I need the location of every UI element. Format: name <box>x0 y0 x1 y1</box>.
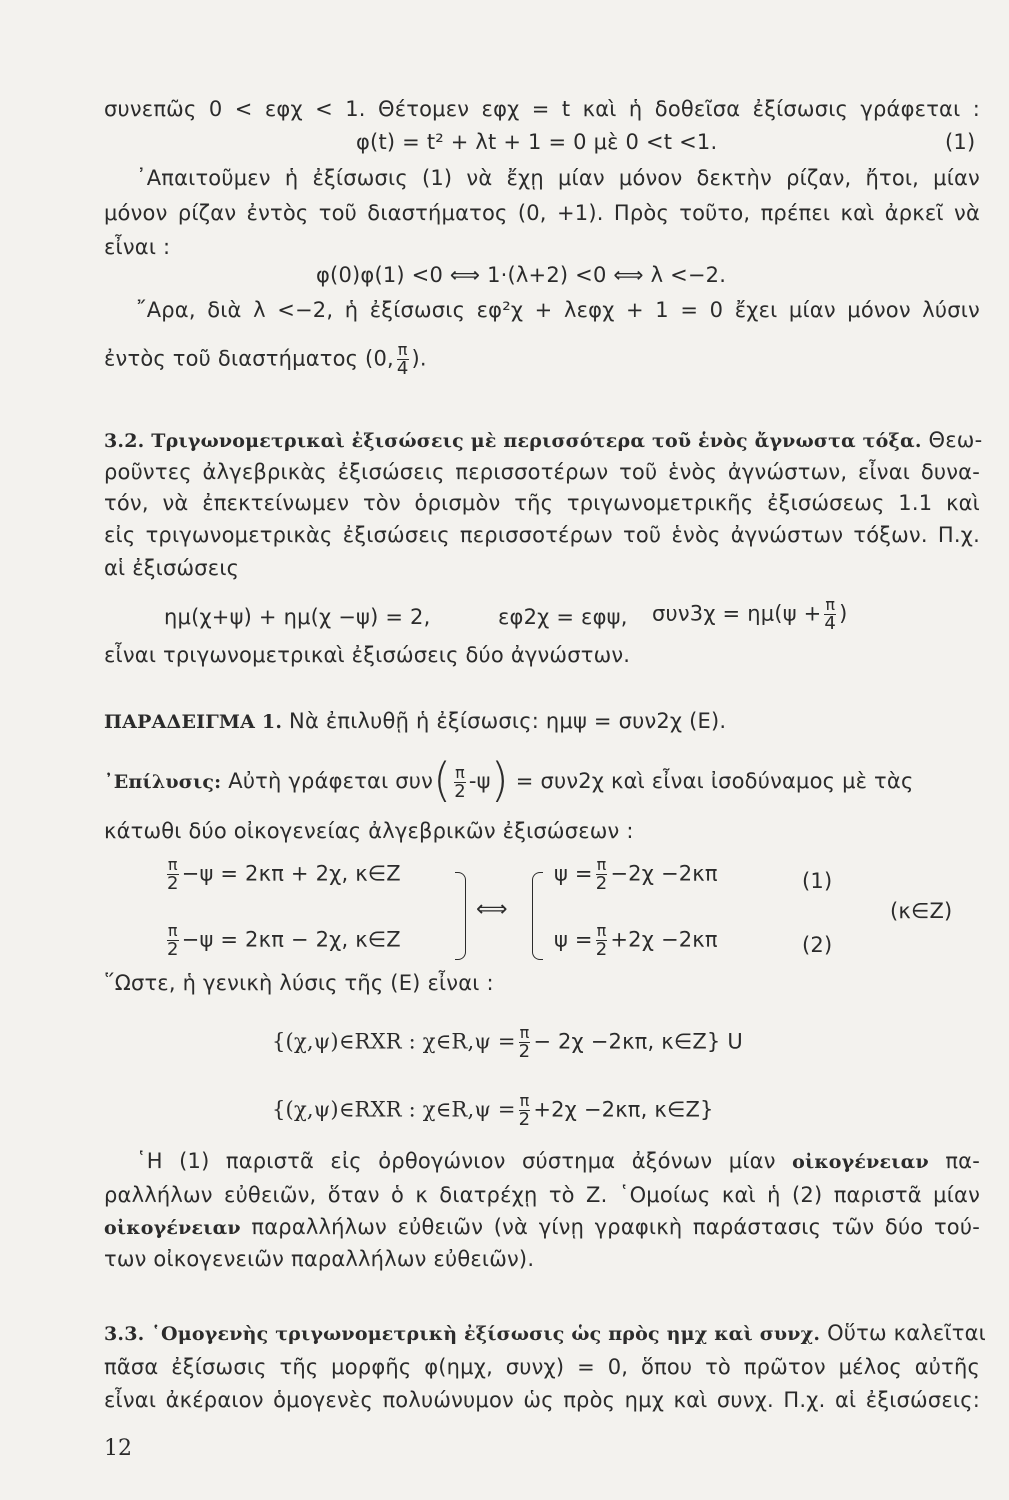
fraction-numerator: π <box>825 595 836 614</box>
fraction-numerator: π <box>519 1091 530 1110</box>
fraction-denominator: 2 <box>167 873 179 894</box>
fraction-numerator: π <box>596 921 607 940</box>
fraction-denominator: 2 <box>595 939 608 960</box>
fraction-numerator: π <box>519 1023 530 1042</box>
example-heading: ΠΑΡΑΔΕΙΓΜΑ 1. <box>104 711 283 733</box>
solution-psi: -ψ <box>468 769 491 793</box>
set-text: {(χ,ψ)∈RXR : χ∈R,ψ = <box>272 1097 516 1122</box>
solution-set-2 <box>272 1092 714 1129</box>
equation-part: ) <box>839 601 848 626</box>
section-3-3-first-line <box>104 1320 986 1347</box>
fraction-denominator: 2 <box>518 1041 531 1062</box>
equation-part: +2χ −2κπ <box>610 927 718 952</box>
section-heading: 3.3. ῾Ομογενὴς τριγωνομετρικὴ ἐξίσωσις ὡς πρὸς ημχ καὶ συνχ. <box>104 1323 821 1345</box>
equation-tan: εφ2χ = εφψ, <box>498 605 628 629</box>
equation-phi-t: φ(t) = t² + λt + 1 = 0 μὲ 0 <t <1. <box>356 130 718 154</box>
set-text: − 2χ −2κπ, κ∈Ζ} U <box>533 1029 743 1054</box>
equation-cos3x <box>652 596 847 633</box>
equation-part: −ψ = 2κπ − 2χ, κ∈Ζ <box>181 927 401 952</box>
k-in-z-note: (κ∈Ζ) <box>890 899 953 923</box>
fraction-numerator: π <box>167 921 178 940</box>
fraction-denominator: 4 <box>396 358 409 379</box>
right-paren: ) <box>490 753 509 807</box>
solution-text: Αὐτὴ γράφεται συν <box>228 769 434 793</box>
paragraph-line <box>136 1148 980 1175</box>
text-line: εἶναι : <box>104 235 171 259</box>
text-line: των οἰκογενειῶν παραλλήλων εὐθειῶν). <box>104 1247 535 1271</box>
fraction-denominator: 2 <box>518 1109 531 1130</box>
text-line: μόνον ρίζαν ἐντὸς τοῦ διαστήματος (0, +1). Πρὸς τοῦτο, πρέπει καὶ ἀρκεῖ νὰ <box>104 201 980 225</box>
paragraph-line <box>104 1214 980 1241</box>
text-line: αἱ ἐξισώσεις <box>104 556 240 580</box>
page-number: 12 <box>104 1436 132 1461</box>
fraction-pi-over-2 <box>167 856 179 893</box>
fraction-pi-over-4 <box>397 341 409 378</box>
left-brace <box>532 872 543 960</box>
equation-number: (1) <box>802 869 833 893</box>
example-statement: Νὰ ἐπιλυθῇ ἡ ἐξίσωσις: ημψ = συν2χ (Ε). <box>289 709 727 733</box>
set-text: +2χ −2κπ, κ∈Ζ} <box>533 1097 714 1122</box>
fraction-numerator: π <box>455 762 465 782</box>
system-right-eq-1 <box>554 856 718 893</box>
fraction-pi-over-4 <box>824 596 836 633</box>
interval-close: ). <box>411 346 427 371</box>
bold-term: οἰκογένειαν <box>104 1217 241 1239</box>
text-line: ᾿Απαιτοῦμεν ἡ ἐξίσωσις (1) νὰ ἔχῃ μίαν μόνον δεκτὴν ρίζαν, ἤτοι, μίαν <box>136 166 980 190</box>
section-heading: 3.2. Τριγωνομετρικαὶ ἐξισώσεις μὲ περισσότερα τοῦ ἑνὸς ἄγνωστα τόξα. <box>104 430 922 452</box>
fraction-pi-over-2 <box>596 856 608 893</box>
text-line: συνεπῶς 0 < εφχ < 1. Θέτομεν εφχ = t καὶ ἡ δοθεῖσα ἐξίσωσις γράφεται : <box>104 97 980 121</box>
solution-set-1 <box>272 1024 743 1061</box>
equation-number: (2) <box>802 933 833 957</box>
equation-condition: φ(0)φ(1) <0 ⟺ 1·(λ+2) <0 ⟺ λ <−2. <box>316 263 727 287</box>
text-line: τόν, νὰ ἐπεκτείνωμεν τὸν ὁρισμὸν τῆς τριγωνομετρικῆς ἐξισώσεως 1.1 καὶ <box>104 491 980 515</box>
fraction-pi-over-2 <box>519 1092 531 1129</box>
fraction-numerator: π <box>397 340 408 359</box>
left-paren: ( <box>433 753 452 807</box>
equation-part: συν3χ = ημ(ψ + <box>652 601 822 626</box>
example-heading-line <box>104 708 726 735</box>
solution-text: = συν2χ καὶ εἶναι ἰσοδύναμος μὲ τὰς <box>515 769 914 793</box>
text-line: ραλλήλων εὐθειῶν, ὅταν ὁ κ διατρέχῃ τὸ Ζ. ῾Ομοίως καὶ ἡ (2) παριστᾶ μίαν <box>104 1183 980 1207</box>
equation-sum: ημ(χ+ψ) + ημ(χ −ψ) = 2, <box>164 605 431 629</box>
set-text: {(χ,ψ)∈RXR : χ∈R,ψ = <box>272 1029 516 1054</box>
fraction-denominator: 4 <box>824 613 837 634</box>
text-fragment: πα- <box>945 1149 980 1173</box>
text-fragment: Οὕτω καλεῖται <box>827 1321 986 1345</box>
fraction-denominator: 2 <box>595 873 608 894</box>
right-brace <box>455 872 466 960</box>
equation-part: −ψ = 2κπ + 2χ, κ∈Ζ <box>181 861 401 886</box>
text-fragment: παραλλήλων εὐθειῶν (νὰ γίνῃ γραφικὴ παράστασις τῶν δύο τού- <box>251 1215 980 1239</box>
equation-part: ψ = <box>554 861 593 886</box>
solution-line <box>104 753 914 807</box>
fraction-pi-over-2 <box>519 1024 531 1061</box>
text-line: πᾶσα ἐξίσωσις τῆς μορφῆς φ(ημχ, συνχ) = 0, ὅπου τὸ πρῶτον μέλος αὐτῆς <box>104 1355 980 1379</box>
text-line: εἶναι τριγωνομετρικαὶ ἐξισώσεις δύο ἀγνώστων. <box>104 643 631 667</box>
text-line: κάτωθι δύο οἰκογενείας ἀλγεβρικῶν ἐξισώσεων : <box>104 819 634 843</box>
text-line: εἶναι ἀκέραιον ὁμογενὲς πολυώνυμον ὡς πρὸς ημχ καὶ συνχ. Π.χ. αἱ ἐξισώσεις: <box>104 1388 980 1412</box>
equation-number: (1) <box>945 130 976 154</box>
bold-term: οἰκογένειαν <box>792 1151 929 1173</box>
fraction-pi-over-2 <box>167 922 179 959</box>
interval-text: ἐντὸς τοῦ διαστήματος (0, <box>104 346 394 371</box>
text-line: ροῦντες ἀλγεβρικὰς ἐξισώσεις περισσοτέρων τοῦ ἑνὸς ἀγνώστων, εἶναι δυνα- <box>104 460 980 484</box>
equivalence-arrow: ⟺ <box>476 897 508 922</box>
section-3-2-first-line <box>104 427 983 454</box>
text-fragment: ῾Η (1) παριστᾶ εἰς ὀρθογώνιον σύστημα ἀξόνων μίαν <box>136 1149 776 1173</box>
fraction-numerator: π <box>167 855 178 874</box>
text-line: ῎Αρα, διὰ λ <−2, ἡ ἐξίσωσις εφ²χ + λεφχ + 1 = 0 ἔχει μίαν μόνον λύσιν <box>136 298 980 322</box>
text-line-interval <box>104 341 427 378</box>
fraction-denominator: 2 <box>454 780 466 802</box>
equation-part: −2χ −2κπ <box>610 861 718 886</box>
solution-label: ᾿Επίλυσις: <box>104 771 222 793</box>
fraction-pi-over-2 <box>454 764 466 801</box>
fraction-pi-over-2 <box>596 922 608 959</box>
text-line: ῞Ωστε, ἡ γενικὴ λύσις τῆς (Ε) εἶναι : <box>104 971 494 995</box>
text-fragment: Θεω- <box>928 428 983 452</box>
system-right-eq-2 <box>554 922 718 959</box>
system-left-eq-1 <box>164 856 401 893</box>
system-left-eq-2 <box>164 922 401 959</box>
fraction-numerator: π <box>596 855 607 874</box>
fraction-denominator: 2 <box>167 939 179 960</box>
equation-part: ψ = <box>554 927 593 952</box>
text-line: εἰς τριγωνομετρικὰς ἐξισώσεις περισσοτέρων τοῦ ἑνὸς ἀγνώστων τόξων. Π.χ. <box>104 523 980 547</box>
